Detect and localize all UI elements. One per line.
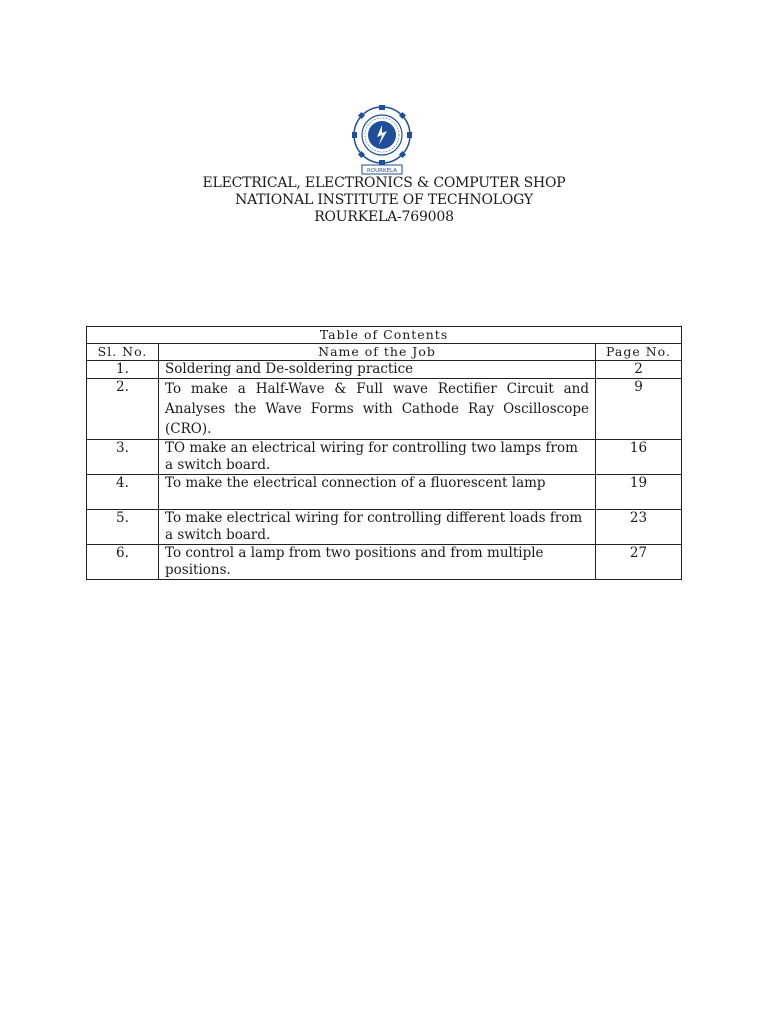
header-line-institute: NATIONAL INSTITUTE OF TECHNOLOGY xyxy=(235,192,533,208)
row-sl-no: 6. xyxy=(87,545,159,580)
table-row xyxy=(87,361,682,379)
row-job-name: To make a Half-Wave & Full wave Rectifier Circuit and Analyses the Wave Forms with Cathode Ray Oscilloscope (CRO). xyxy=(159,379,596,440)
table-row xyxy=(87,510,682,545)
toc-title: Table of Contents xyxy=(87,327,682,344)
row-job-name: To control a lamp from two positions and from multiple positions. xyxy=(159,545,596,580)
institute-logo xyxy=(346,104,422,176)
table-row xyxy=(87,379,682,440)
row-sl-no: 2. xyxy=(87,379,159,440)
table-row xyxy=(87,440,682,475)
row-page-no: 23 xyxy=(596,510,682,545)
header-line-shop: ELECTRICAL, ELECTRONICS & COMPUTER SHOP xyxy=(202,175,566,191)
table-of-contents xyxy=(86,326,682,580)
row-page-no: 2 xyxy=(596,361,682,379)
row-sl-no: 1. xyxy=(87,361,159,379)
row-sl-no: 3. xyxy=(87,440,159,475)
row-job-name: To make the electrical connection of a fluorescent lamp xyxy=(159,475,596,510)
col-header-sl-no: Sl. No. xyxy=(87,344,159,361)
row-page-no: 16 xyxy=(596,440,682,475)
row-sl-no: 4. xyxy=(87,475,159,510)
col-header-job-name: Name of the Job xyxy=(159,344,596,361)
row-job-name: To make electrical wiring for controlling different loads from a switch board. xyxy=(159,510,596,545)
header-line-address: ROURKELA-769008 xyxy=(314,209,454,225)
row-job-name: TO make an electrical wiring for controlling two lamps from a switch board. xyxy=(159,440,596,475)
table-row xyxy=(87,475,682,510)
row-page-no: 19 xyxy=(596,475,682,510)
row-page-no: 27 xyxy=(596,545,682,580)
row-job-name: Soldering and De-soldering practice xyxy=(159,361,596,379)
logo-banner-text: ROURKELA xyxy=(366,168,398,174)
row-sl-no: 5. xyxy=(87,510,159,545)
col-header-page-no: Page No. xyxy=(596,344,682,361)
table-row xyxy=(87,545,682,580)
row-page-no: 9 xyxy=(596,379,682,440)
